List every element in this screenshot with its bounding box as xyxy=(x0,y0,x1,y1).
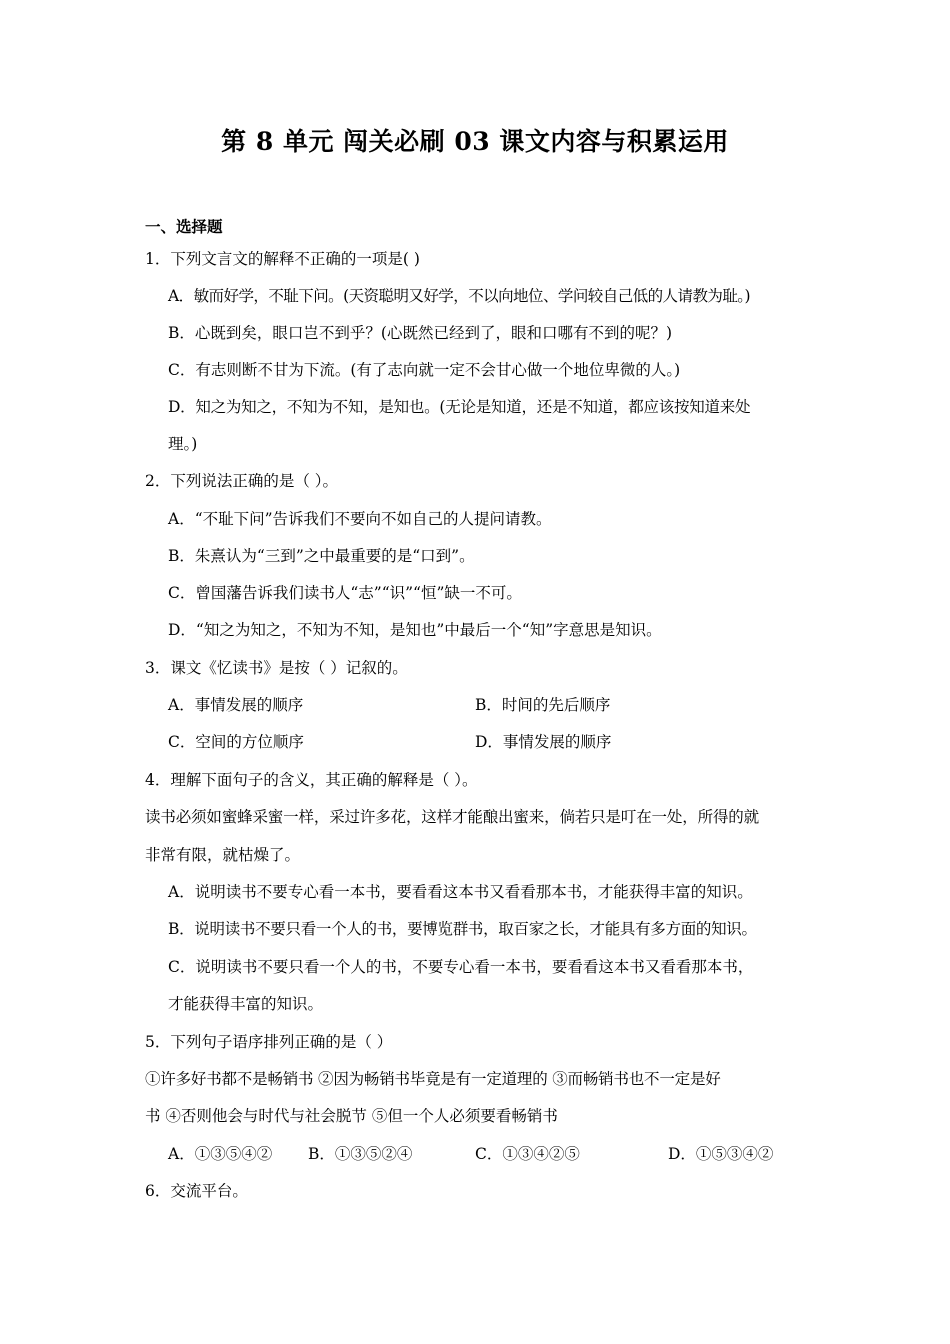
question-5-option-a: A．①③⑤④② xyxy=(168,1145,273,1163)
question-1-option-a: A．敏而好学，不耻下问。(天资聪明又好学，不以向地位、学问较自己低的人请教为耻。) xyxy=(168,287,750,305)
question-5-option-c: C．①③④②⑤ xyxy=(475,1145,580,1163)
question-1-option-b: B．心既到矣，眼口岂不到乎？(心既然已经到了，眼和口哪有不到的呢？) xyxy=(168,324,672,342)
question-5-sentences-line2: 书 ④否则他会与时代与社会脱节 ⑤但一个人必须要看畅销书 xyxy=(145,1107,558,1125)
question-2-option-b: B．朱熹认为“三到”之中最重要的是“口到”。 xyxy=(168,547,475,565)
question-2-option-c: C．曾国藩告诉我们读书人“志”“识”“恒”缺一不可。 xyxy=(168,584,522,602)
question-4-quote-line2: 非常有限，就枯燥了。 xyxy=(145,846,301,864)
question-5-sentences-line1: ①许多好书都不是畅销书 ②因为畅销书毕竟是有一定道理的 ③而畅销书也不一定是好 xyxy=(145,1070,721,1088)
question-5-option-b: B．①③⑤②④ xyxy=(308,1145,413,1163)
question-4-option-c-line1: C．说明读书不要只看一个人的书，不要专心看一本书，要看看这本书又看看那本书， xyxy=(168,958,754,976)
question-3-option-c: C．空间的方位顺序 xyxy=(168,733,304,751)
question-4-option-b: B．说明读书不要只看一个人的书，要博览群书，取百家之长，才能具有多方面的知识。 xyxy=(168,920,757,938)
question-1-stem: 1．下列文言文的解释不正确的一项是( ) xyxy=(145,250,420,268)
question-1-option-c: C．有志则断不甘为下流。(有了志向就一定不会甘心做一个地位卑微的人。) xyxy=(168,361,681,379)
question-2-stem: 2．下列说法正确的是（ ）。 xyxy=(145,472,339,490)
question-3-stem: 3．课文《忆读书》是按（ ）记叙的。 xyxy=(145,659,408,677)
question-3-option-a: A．事情发展的顺序 xyxy=(168,696,304,714)
question-2-option-d: D．“知之为知之，不知为不知，是知也”中最后一个“知”字意思是知识。 xyxy=(168,621,662,639)
question-5-stem: 5．下列句子语序排列正确的是（ ） xyxy=(145,1033,393,1051)
question-4-option-c-line2: 才能获得丰富的知识。 xyxy=(168,995,324,1013)
question-6-stem: 6．交流平台。 xyxy=(145,1182,248,1200)
question-4-quote-line1: 读书必须如蜜蜂采蜜一样，采过许多花，这样才能酿出蜜来，倘若只是叮在一处，所得的就 xyxy=(145,808,760,826)
question-1-option-d-line1: D．知之为知之，不知为不知，是知也。(无论是知道，还是不知道，都应该按知道来处 xyxy=(168,398,751,416)
question-4-stem: 4．理解下面句子的含义，其正确的解释是（ ）。 xyxy=(145,771,478,789)
section-heading: 一、选择题 xyxy=(145,217,223,236)
question-5-option-d: D．①⑤③④② xyxy=(668,1145,774,1163)
question-4-option-a: A．说明读书不要专心看一本书，要看看这本书又看看那本书，才能获得丰富的知识。 xyxy=(168,883,753,901)
question-3-option-d: D．事情发展的顺序 xyxy=(475,733,612,751)
question-1-option-d-line2: 理。) xyxy=(168,435,198,453)
page-title: 第 8 单元 闯关必刷 03 课文内容与积累运用 xyxy=(221,127,729,156)
question-3-option-b: B．时间的先后顺序 xyxy=(475,696,611,714)
question-2-option-a: A．“不耻下问”告诉我们不要向不如自己的人提问请教。 xyxy=(168,510,552,528)
